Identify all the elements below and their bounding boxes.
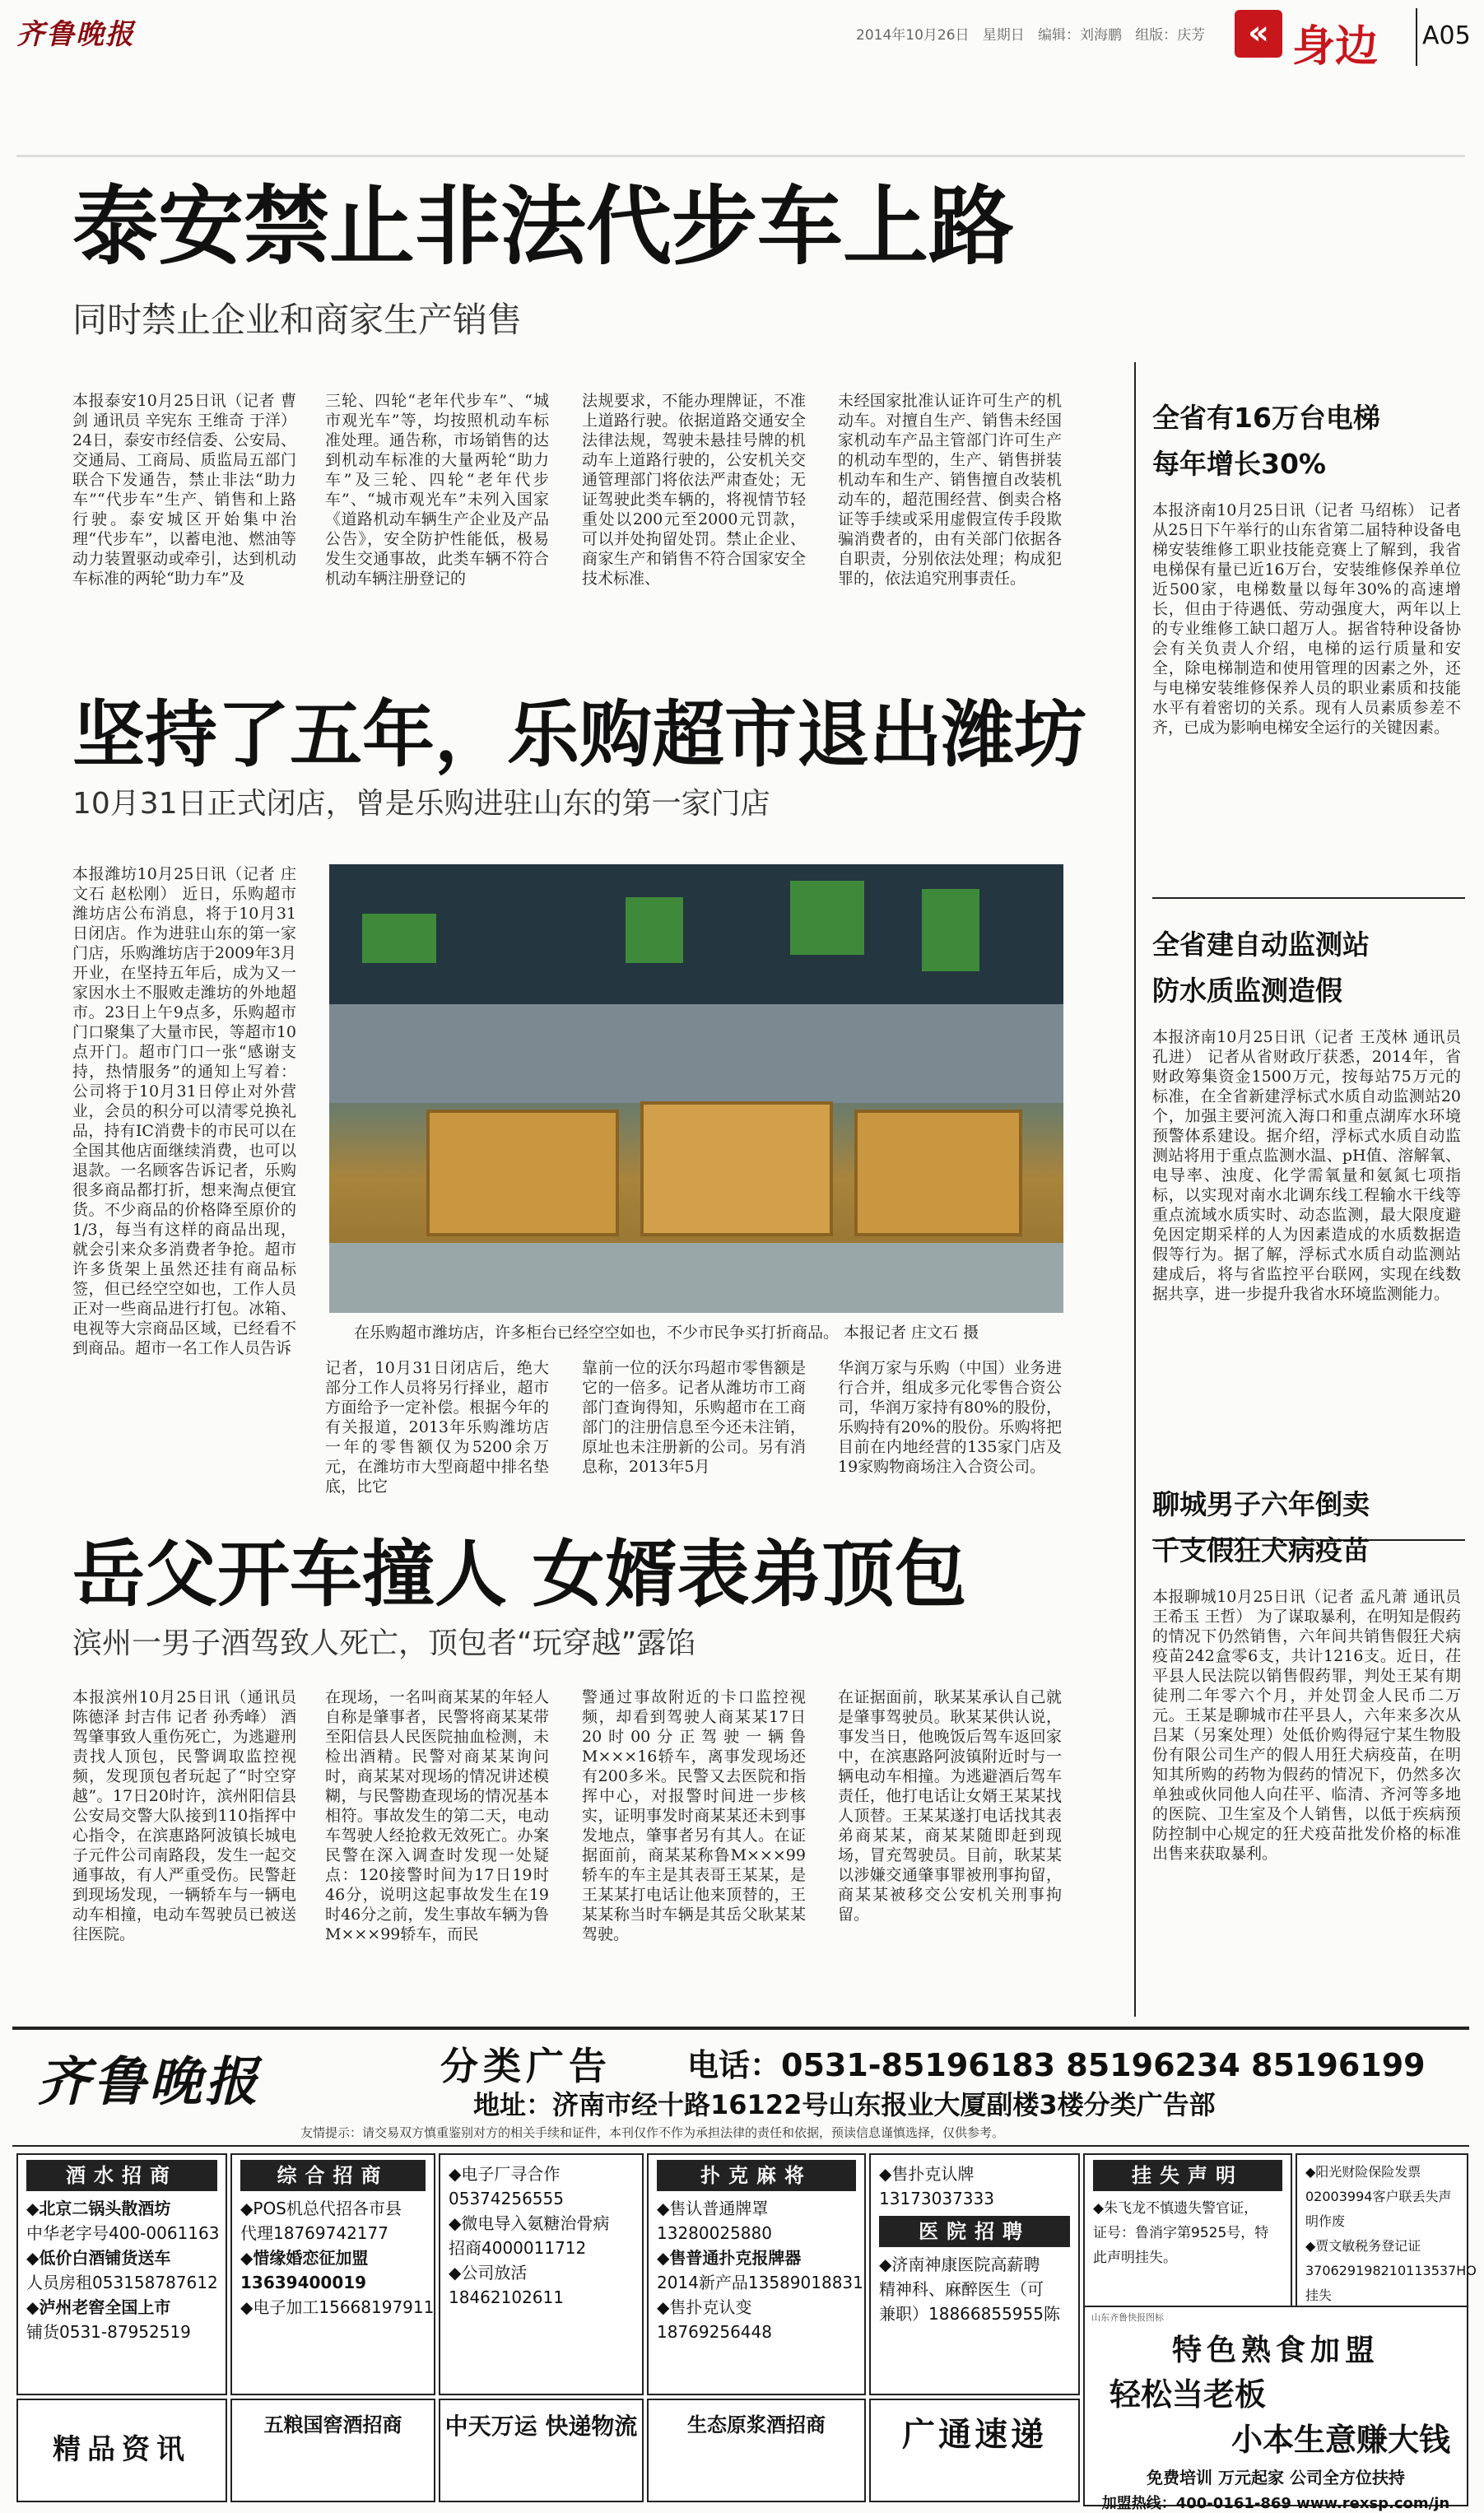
ad-line: 明作废 (1305, 2213, 1346, 2229)
newspaper-logo: 齐鲁晚报 (16, 18, 135, 51)
story2-col3: 靠前一位的沃尔玛超市零售额是它的一倍多。记者从潍坊市工商部门查询得知，乐购超市在工商部门的注册信息至今还未注销，原址也未注册新的公司。另有消息称，2013年5月 (582, 1359, 806, 1476)
ad-line: ◆泸州老窖全国上市 (26, 2297, 171, 2317)
ad-line: 370629198210113537HO (1305, 2263, 1477, 2278)
story3-col4: 在证据面前，耿某某承认自己就是肇事驾驶员。耿某某供认说，事发当日，他晚饭后驾车返回家中，在滨惠路阿波镇附近时与一辆电动车相撞。为逃避酒后驾车责任，他打电话让女婿王某某找人顶替。王某某遂打电话找其表弟商某某，商某某随即赶到现场，冒充驾驶员。目前，耿某某以涉嫌交通肇事罪被刑事拘留，商某某被移交公安机关刑事拘留。 (838, 1688, 1062, 1924)
bottom-ad-title: 中天万运 快递物流 (444, 2413, 638, 2440)
ad-line: 代理18769742177 (240, 2223, 388, 2243)
phone-numbers: 0531-85196183 85196234 85196199 (781, 2047, 1426, 2083)
ad-line: ◆济南神康医院高薪聘 (879, 2255, 1040, 2274)
ad-line: 此声明挂失。 (1093, 2250, 1177, 2266)
ad-box-title: 扑克麻将 (657, 2160, 856, 2191)
ad-line: ◆售普通扑克报牌器 (657, 2248, 802, 2268)
classifieds-notice: 友情提示：请交易双方慎重鉴别对方的相关手续和证件，本刊仅作不作为承担法律的责任和依据，预读信息谨慎选择，仅供参考。 (300, 2125, 1005, 2140)
classifieds-logo: 齐鲁晚报 (37, 2051, 261, 2113)
layout-credit: 组版：庆芳 (1135, 27, 1206, 44)
story1-col3: 法规要求，不能办理牌证，不准上道路行驶。依据道路交通安全法律法规，驾驶未悬挂号牌的机动车上道路行驶的，公安机关交通管理部门将依法严肃查处；无证驾驶此类车辆的，将视情节轻重处以200元至2000元罚款，可以并处拘留处罚。禁止企业、商家生产和销售不符合国家安全技术标准、 (582, 392, 806, 588)
bottom-ad-guangtong (869, 2399, 1080, 2502)
food-franchise-ad (1083, 2306, 1468, 2512)
ad-line: ◆售认普通牌罩 (657, 2199, 769, 2218)
bottom-ad-title: 五粮国窖酒招商 (263, 2413, 402, 2436)
bottom-ad-title: 精品资讯 (53, 2433, 191, 2466)
ad-line: 18769256448 (657, 2322, 772, 2342)
masthead-divider (1416, 8, 1417, 66)
ad-box-poker (647, 2153, 866, 2395)
food-ad-line3: 免费培训 万元起家 公司全方位扶持 (1147, 2468, 1405, 2487)
ad-line: 13280025880 (657, 2223, 772, 2243)
food-ad-line1: 轻松当老板 (1110, 2376, 1267, 2413)
ad-line: ◆微电导入氨糖治骨病 (449, 2213, 610, 2233)
story2-col4: 华润万家与乐购（中国）业务进行合并，组成多元化零售合资公司，华润万家持有80%的股份，乐购持有20%的股份。乐购将把目前在内地经营的135家门店及19家购物商场注入合资公司。 (838, 1359, 1062, 1476)
story2-col1: 本报潍坊10月25日讯（记者 庄文石 赵松刚） 近日，乐购超市潍坊店公布消息，将于10月31日闭店。作为进驻山东的第一家门店，乐购潍坊店于2009年3月开业，在坚持五年后，成为又一家因水土不服败走潍坊的外地超市。23日上午9点多，乐购超市门口聚集了大量市民，等超市10点开门。超市门口一张“感谢支持，热情服务”的通知上写着：公司将于10月31日停止对外营业，会员的积分可以清零兑换礼品，持有IC消费卡的市民可以在全国其他店面继续消费，也可以退款。一名顾客告诉记者，乐购很多商品都打折，想来淘点便宜货。不少商品的价格降至原价的1/3，每当有这样的商品出现，就会引来众多消费者争抢。超市许多货架上虽然还挂有商品标签，但已经空空如也，工作人员正对一些商品进行打包。冰箱、电视等大宗商品区域，已经看不到商品。超市一名工作人员告诉 (72, 865, 296, 1357)
photo-caption: 在乐购超市潍坊店，许多柜台已经空空如也，不少市民争买打折商品。 本报记者 庄文石 摄 (354, 1324, 979, 1342)
ad-line: ◆售扑克认变 (657, 2297, 752, 2317)
ad-line: 人员房租053158787612 (26, 2273, 218, 2292)
ad-box-general (230, 2153, 435, 2395)
story1-headline: 泰安禁止非法代步车上路 (72, 176, 1015, 277)
food-ad-line2: 小本生意赚大钱 (1230, 2422, 1450, 2458)
editor-credit: 编辑：刘海鹏 (1037, 27, 1122, 44)
story1-subhead: 同时禁止企业和商家生产销售 (72, 300, 523, 340)
food-ad-tag: 山东齐鲁快报图标 (1091, 2312, 1164, 2323)
classifieds-address: 地址：济南市经十路16122号山东报业大厦副楼3楼分类广告部 (473, 2089, 1216, 2120)
classifieds-title: 分类广告 (440, 2044, 612, 2088)
sidebar-story-elevators (1152, 395, 1461, 896)
story3-subhead: 滨州一男子酒驾致人死亡，顶包者“玩穿越”露馅 (72, 1626, 696, 1660)
ad-line: 挂失 (1305, 2287, 1333, 2303)
story2-col2: 记者，10月31日闭店后，绝大部分工作人员将另行择业，超市方面给予一定补偿。根据今年的有关报道，2013年乐购潍坊店一年的零售额仅为5200余万元，在潍坊市大型商超中排名垫底，比它 (325, 1359, 549, 1496)
issue-date: 2014年10月26日 (856, 27, 970, 44)
classifieds-phone (687, 2040, 1426, 2085)
side2-body: 本报济南10月25日讯（记者 王茂林 通讯员 孔进） 记者从省财政厅获悉，2014年，省财政筹集资金1500万元，按每站75万元的标准，在全省新建浮标式水质自动监测站20个，加强主要河流入海口和重点湖库水环境预警体系建设。据介绍，浮标式水质自动监测站将用于重点监测水温、pH值、溶解氧、电导率、浊度、化学需氧量和氨氮七项指标，以实现对南水北调东线工程输水干线等重点流域水质实时、动态监测，最大限度避免因定期采样的人为因素造成的水质数据造假等行为。据了解，浮标式水质自动监测站建成后，将与省监控平台联网，实现在线数据共享，进一步提升我省水环境监测能力。 (1152, 1028, 1461, 1303)
ad-line: ◆电子厂寻合作 (449, 2164, 561, 2184)
ad-line: ◆阳光财险保险发票 (1305, 2164, 1421, 2180)
classifieds-section (12, 2027, 1477, 2512)
side2-headline-2: 防水质监测造假 (1152, 975, 1342, 1007)
ad-line: 13639400019 (240, 2273, 367, 2292)
ad-line: 中华老字号400-0061163 (26, 2223, 220, 2243)
ad-line: ◆朱飞龙不慎遗失警官证， (1093, 2200, 1258, 2217)
ad-line: ◆贾文敏税务登记证 (1305, 2238, 1421, 2254)
ad-line: 证号：鲁消字第9525号，特 (1093, 2225, 1269, 2241)
side3-body: 本报聊城10月25日讯（记者 孟凡萧 通讯员 王希玉 王哲） 为了谋取暴利，在明知是假药的情况下仍然销售，六年间共销售假狂犬病疫苗242盒零6支，共计1216支。近日，茌平县人民法院以销售假药罪，判处王某有期徒刑二年零六个月，并处罚金人民币二万元。王某是聊城市茌平县人，六年来多次从吕某（另案处理）处低价购得冠宁某生物股份有限公司生产的假人用狂犬病疫苗，在明知其所购的药物为假药的情况下，仍然多次单独或伙同他人向茌平、临清、齐河等多地的医院、卫生室及个人销售，以低于疾病预防控制中心规定的狂犬疫苗批发价格的标准出售来获取暴利。 (1152, 1588, 1461, 1863)
food-ad-title: 特色熟食加盟 (1171, 2334, 1379, 2367)
side3-headline-1: 聊城男子六年倒卖 (1152, 1488, 1370, 1520)
bottom-ad-title: 广通速递 (902, 2416, 1047, 2454)
ad-box-title: 挂失声明 (1093, 2160, 1282, 2191)
ad-line: 2014新产品13589018831 (657, 2273, 863, 2292)
story1-col4: 未经国家批准认证许可生产的机动车。对擅自生产、销售未经国家机动车产品主管部门许可生产的机动车型的，生产、销售拼装机动车和生产、销售擅自改装机动车的，超范围经营、倒卖合格证等手续或采用虚假宣传手段欺骗消费者的，由有关部门依据各自职责，分别依法处理；构成犯罪的，依法追究刑事责任。 (838, 392, 1062, 588)
classifieds-notice-rule (12, 2145, 1469, 2147)
ad-line: ◆公司放活 (449, 2263, 528, 2283)
ad-box-title: 医院招聘 (879, 2216, 1070, 2247)
side1-headline-1: 全省有16万台电梯 (1152, 402, 1380, 434)
bottom-ad-wuliang (230, 2399, 435, 2502)
masthead-rule (16, 155, 1465, 157)
ad-line: 铺货0531-87952519 (26, 2322, 191, 2342)
ad-line: ◆低价白酒铺货送车 (26, 2248, 171, 2268)
story3-headline: 岳父开车撞人 女婿表弟顶包 (72, 1532, 967, 1617)
story3-col1: 本报滨州10月25日讯（通讯员 陈德泽 封吉伟 记者 孙秀峰） 酒驾肇事致人重伤死亡，为逃避刑责找人顶包，民警调取监控视频，发现顶包者玩起了“时空穿越”。17日20时许，滨州阳信县公安局交警大队接到110指挥中心指令，在滨惠路阿波镇长城电子元件公司南路段，发生一起交通事故，有人严重受伤。民警赶到现场发现，一辆轿车与一辆电动车相撞，电动车驾驶员已被送往医院。 (72, 1688, 296, 1943)
section-badge: « (1235, 10, 1282, 58)
sidebar-story-vaccine (1152, 1482, 1461, 2007)
ad-line: 招商4000011712 (449, 2238, 587, 2258)
sidebar-story-water (1152, 922, 1461, 1529)
supermarket-photo (329, 864, 1063, 1313)
ad-line: ◆惜缘婚恋征加盟 (240, 2248, 369, 2268)
bottom-ad-title: 生态原浆酒招商 (687, 2413, 826, 2436)
bottom-ad-boutique (16, 2399, 227, 2502)
story1-col1: 本报泰安10月25日讯（记者 曹剑 通讯员 辛宪东 王维奇 于洋） 24日，泰安市经信委、公安局、交通局、工商局、质监局五部门联合下发通告，禁止非法“助力车”“代步车”生产、销售和上路行驶。泰安城区开始集中治理“代步车”，以蓄电池、燃油等动力装置驱动或牵引，达到机动车标准的两轮“助力车”及 (72, 392, 296, 588)
ad-line: 02003994客户联丢失声 (1305, 2189, 1452, 2204)
story3-col2: 在现场，一名叫商某某的年轻人自称是肇事者，民警将商某某带至阳信县人民医院抽血检测，未检出酒精。民警对商某某询问时，商某某对现场的情况讲述模糊，与民警勘查现场的情况基本相符。事故发生的第二天，电动车驾驶人经抢救无效死亡。办案民警在深入调查时发现一处疑点：120接警时间为17日19时46分，说明这起事故发生在19时46分之前，发生事故车辆为鲁M×××99轿车，而民 (325, 1688, 549, 1943)
column-divider (1134, 362, 1136, 2017)
ad-line: ◆POS机总代招各市县 (240, 2199, 402, 2218)
sidebar-divider-1 (1152, 897, 1465, 899)
story2-subhead: 10月31日正式闭店，曾是乐购进驻山东的第一家门店 (72, 787, 770, 821)
ad-box-title: 综合招商 (240, 2160, 426, 2191)
ad-box-electronics (439, 2153, 644, 2395)
masthead-info (856, 23, 1205, 44)
food-ad-line4: 加盟热线：400-0161-869 www.rexsp.com/jn (1101, 2495, 1450, 2512)
ad-box-liquor (16, 2153, 227, 2395)
masthead (0, 0, 1484, 74)
side3-headline-2: 千支假狂犬病疫苗 (1152, 1534, 1370, 1566)
ad-line: 18462102611 (449, 2287, 564, 2307)
story3-col3: 警通过事故附近的卡口监控视频，却看到驾驶人商某某17日20时00分正驾驶一辆鲁M×××16轿车，离事发现场还有200多米。民警又去医院和指挥中心，对报警时间进一步核实，证明事发时商某某还未到事发地点，肇事者另有其人。在证据面前，商某某称鲁M×××99轿车的车主是其表哥王某某，是王某某打电话让他来顶替的，王某某称当时车辆是其岳父耿某某驾驶。 (582, 1688, 806, 1943)
ad-box-hospital (869, 2153, 1080, 2395)
page-number: A05 (1422, 21, 1471, 50)
side2-headline-1: 全省建自动监测站 (1152, 928, 1370, 961)
issue-weekday: 星期日 (982, 27, 1025, 44)
side1-headline-2: 每年增长30% (1152, 448, 1326, 480)
story2-headline: 坚持了五年，乐购超市退出潍坊 (72, 692, 1087, 777)
section-name: 身边 (1292, 22, 1379, 72)
photo-shelves-graphic (329, 864, 1063, 1313)
ad-line: 精神科、麻醉医生（可 (879, 2279, 1044, 2299)
ad-line: ◆电子加工15668197911 (240, 2297, 435, 2317)
ad-line: 13173037333 (879, 2189, 994, 2208)
ad-box-title: 酒水招商 (26, 2160, 217, 2191)
ad-line: ◆售扑克认牌 (879, 2164, 975, 2184)
side1-body: 本报济南10月25日讯（记者 马绍栋） 记者从25日下午举行的山东省第二届特种设备电梯安装维修工职业技能竞赛上了解到，我省电梯保有量已近16万台，安装维修保养单位近500家，电梯数量以每年30%的高速增长，但由于待遇低、劳动强度大，两年以上的专业维修工缺口超万人。据省特种设备协会有关负责人介绍，电梯的运行质量和安全，除电梯制造和使用管理的因素之外，还与电梯安装维修保养人员的职业素质和技能水平有着密切的关系。现有人员素质参差不齐，已成为影响电梯安全运行的关键因素。 (1152, 501, 1461, 737)
ad-line: 05374256555 (449, 2189, 564, 2208)
bottom-ad-eco-wine (647, 2399, 866, 2502)
story1-col2: 三轮、四轮“老年代步车”、“城市观光车”等，均按照机动车标准处理。通告称，市场销售的达到机动车标准的大量两轮“助力车”及三轮、四轮“老年代步车”、“城市观光车”未列入国家《道路机动车辆生产企业及产品公告》，安全防护性能低，极易发生交通事故，此类车辆不符合机动车辆注册登记的 (325, 392, 549, 588)
ad-line: 兼职）18866855955陈 (879, 2304, 1060, 2324)
phone-label: 电话： (687, 2047, 782, 2083)
bottom-ad-express (439, 2399, 644, 2502)
ad-line: ◆北京二锅头散酒坊 (26, 2199, 171, 2218)
